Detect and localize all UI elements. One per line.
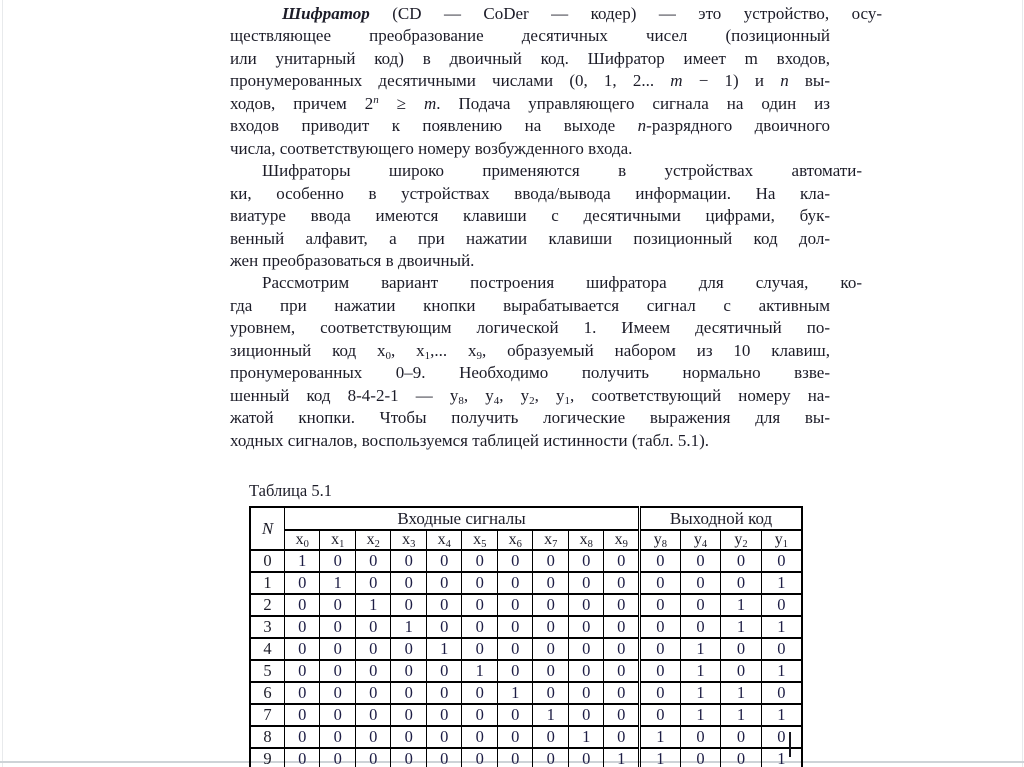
text-segment: венный алфавит, а при нажатии клавиши позиционный код дол- (230, 228, 830, 248)
output-bit-cell: 0 (640, 594, 681, 616)
text-segment: Рассмотрим вариант построения шифратора для случая, ко- (262, 273, 862, 293)
output-bit-cell: 1 (721, 682, 762, 704)
input-bit-cell: 0 (604, 594, 640, 616)
row-number-cell: 2 (250, 594, 284, 616)
input-bit-cell: 0 (284, 682, 320, 704)
input-bit-cell: 0 (497, 704, 533, 726)
input-bit-cell: 0 (391, 682, 427, 704)
input-bit-cell: 0 (355, 638, 391, 660)
input-bit-cell: 1 (355, 594, 391, 616)
input-bit-cell: 0 (568, 550, 604, 572)
input-bit-cell: 0 (462, 638, 498, 660)
input-bit-cell: 0 (320, 594, 356, 616)
input-bit-cell: 0 (497, 616, 533, 638)
column-header-input (533, 530, 569, 550)
output-bit-cell: 1 (761, 748, 802, 767)
input-bit-cell: 0 (604, 682, 640, 704)
text-segment: виатуре ввода имеются клавиши с десятичными цифрами, бук- (230, 206, 830, 226)
row-number-cell: 1 (250, 572, 284, 594)
text-segment: ществляющее преобразование десятичных чисел (позиционный (230, 26, 830, 46)
output-bit-cell: 0 (680, 572, 721, 594)
input-bit-cell: 0 (533, 638, 569, 660)
output-bit-cell: 1 (761, 572, 802, 594)
output-bit-cell: 0 (761, 726, 802, 748)
text-segment: − 1) и (682, 71, 781, 91)
input-bit-cell: 0 (462, 682, 498, 704)
input-bit-cell: 0 (462, 726, 498, 748)
signal-index: 4 (701, 539, 708, 550)
input-bit-cell: 0 (533, 616, 569, 638)
signal-index: 9 (622, 539, 628, 550)
text-segment: 9 (476, 349, 483, 362)
table-row (250, 660, 802, 682)
input-bit-cell: 0 (391, 660, 427, 682)
input-bit-cell: 0 (426, 594, 462, 616)
table-row (250, 726, 802, 748)
input-bit-cell: 0 (426, 726, 462, 748)
table-row (250, 638, 802, 660)
truth-table (249, 506, 803, 767)
text-segment: , y (534, 385, 565, 405)
input-bit-cell: 0 (391, 726, 427, 748)
column-header-output (761, 530, 802, 550)
input-bit-cell: 0 (355, 704, 391, 726)
text-segment: жатой кнопки. Чтобы получить логические выражения для вы- (230, 408, 830, 428)
text-segment: ходных сигналов, воспользуемся таблицей истинности (табл. 5.1). (230, 430, 710, 450)
page-right-edge (1022, 0, 1023, 767)
table-caption: Таблица 5.1 (249, 481, 332, 500)
signal-index: 7 (552, 539, 558, 550)
text-segment: 0 (385, 349, 392, 362)
text-line (230, 160, 862, 182)
signal-index: 0 (303, 539, 309, 550)
signal-name: x (544, 531, 553, 548)
column-header-output (680, 530, 721, 550)
table-row (250, 704, 802, 726)
text-segment: пронумерованных десятичными числами (0, 1, 2... (230, 71, 671, 91)
group-header-outputs: Выходной код (640, 507, 802, 530)
text-segment: n (373, 93, 379, 106)
input-bit-cell: 0 (355, 572, 391, 594)
signal-name: x (579, 531, 588, 548)
text-segment: , y (463, 385, 494, 405)
page-left-edge (2, 0, 3, 767)
input-bit-cell: 0 (533, 726, 569, 748)
signal-index: 5 (481, 539, 487, 550)
paragraph (230, 272, 862, 452)
text-segment: ,... x (430, 340, 477, 360)
output-bit-cell: 1 (721, 616, 762, 638)
signal-name: x (295, 531, 304, 548)
signal-index: 4 (445, 539, 451, 550)
output-bit-cell: 0 (640, 638, 681, 660)
output-bit-cell: 1 (640, 726, 681, 748)
row-number-cell: 0 (250, 550, 284, 572)
output-bit-cell: 0 (761, 550, 802, 572)
text-segment: 1 (424, 349, 431, 362)
text-line (230, 250, 830, 272)
signal-name: y (653, 531, 662, 548)
column-header-input (426, 530, 462, 550)
text-segment: m (670, 71, 683, 91)
signal-index: 1 (339, 539, 345, 550)
input-bit-cell: 1 (533, 704, 569, 726)
text-segment: ки, особенно в устройствах ввода/вывода информации. На кла- (230, 183, 830, 203)
input-bit-cell: 0 (320, 616, 356, 638)
output-bit-cell: 0 (721, 660, 762, 682)
text-line (230, 3, 882, 25)
signal-index: 8 (661, 539, 667, 550)
table-row (250, 616, 802, 638)
output-bit-cell: 0 (680, 748, 721, 767)
text-segment: входов приводит к появлению на выходе (230, 116, 638, 136)
signal-name: x (331, 531, 340, 548)
input-bit-cell: 0 (391, 550, 427, 572)
input-bit-cell: 0 (497, 550, 533, 572)
signal-index: 6 (516, 539, 522, 550)
input-bit-cell: 1 (426, 638, 462, 660)
input-bit-cell: 0 (568, 682, 604, 704)
text-segment: 4 (493, 394, 500, 407)
input-bit-cell: 1 (391, 616, 427, 638)
input-bit-cell: 0 (533, 550, 569, 572)
input-bit-cell: 0 (568, 660, 604, 682)
input-bit-cell: 0 (462, 704, 498, 726)
output-bit-cell: 0 (680, 594, 721, 616)
signal-index: 2 (374, 539, 380, 550)
input-bit-cell: 0 (391, 704, 427, 726)
text-line (230, 430, 830, 452)
column-header-input (320, 530, 356, 550)
table-row (250, 572, 802, 594)
signal-name: x (366, 531, 375, 548)
output-bit-cell: 0 (761, 638, 802, 660)
text-segment: , соответствующий номеру на- (569, 385, 831, 405)
text-segment: -разрядного двоичного (646, 116, 830, 136)
row-number-cell: 4 (250, 638, 284, 660)
input-bit-cell: 0 (320, 550, 356, 572)
text-segment: жен преобразоваться в двоичный. (230, 250, 475, 270)
input-bit-cell: 0 (497, 748, 533, 767)
input-bit-cell: 0 (426, 550, 462, 572)
output-bit-cell: 1 (761, 616, 802, 638)
row-number-cell: 8 (250, 726, 284, 748)
text-segment: , образуемый набором из 10 клавиш, (482, 340, 831, 360)
input-bit-cell: 0 (391, 572, 427, 594)
input-bit-cell: 0 (355, 748, 391, 767)
column-header-n: N (250, 507, 284, 550)
input-bit-cell: 0 (426, 682, 462, 704)
input-bit-cell: 0 (355, 726, 391, 748)
output-bit-cell: 0 (640, 616, 681, 638)
output-bit-cell: 0 (680, 616, 721, 638)
output-bit-cell: 1 (680, 682, 721, 704)
input-bit-cell: 0 (497, 572, 533, 594)
text-segment: ≥ (378, 93, 424, 113)
text-segment: m (423, 93, 437, 113)
output-bit-cell: 0 (640, 550, 681, 572)
text-line (230, 70, 830, 92)
output-bit-cell: 0 (721, 748, 762, 767)
input-bit-cell: 0 (533, 748, 569, 767)
text-line (230, 48, 830, 70)
signal-index: 2 (742, 539, 748, 550)
text-line (230, 295, 830, 317)
output-bit-cell: 0 (721, 572, 762, 594)
output-bit-cell: 1 (721, 704, 762, 726)
input-bit-cell: 1 (320, 572, 356, 594)
input-bit-cell: 0 (604, 550, 640, 572)
output-bit-cell: 0 (721, 638, 762, 660)
output-bit-cell: 0 (680, 726, 721, 748)
group-header-inputs: Входные сигналы (284, 507, 639, 530)
text-segment: n (637, 116, 647, 136)
text-cursor-artifact (789, 732, 791, 757)
text-line (230, 272, 862, 294)
paragraph (230, 3, 882, 160)
paragraph (230, 160, 862, 272)
input-bit-cell: 0 (497, 638, 533, 660)
output-bit-cell: 0 (640, 682, 681, 704)
input-bit-cell: 1 (284, 550, 320, 572)
input-bit-cell: 0 (284, 748, 320, 767)
input-bit-cell: 0 (604, 572, 640, 594)
output-bit-cell: 0 (640, 704, 681, 726)
output-bit-cell: 1 (761, 660, 802, 682)
input-bit-cell: 0 (533, 594, 569, 616)
output-bit-cell: 1 (640, 748, 681, 767)
output-bit-cell: 0 (680, 550, 721, 572)
input-bit-cell: 0 (497, 594, 533, 616)
input-bit-cell: 1 (604, 748, 640, 767)
input-bit-cell: 0 (568, 748, 604, 767)
output-bit-cell: 0 (721, 726, 762, 748)
input-bit-cell: 0 (320, 660, 356, 682)
input-bit-cell: 0 (355, 660, 391, 682)
input-bit-cell: 0 (568, 704, 604, 726)
row-number-cell: 3 (250, 616, 284, 638)
column-header-output (640, 530, 681, 550)
text-segment: . Подача управляющего сигнала на один из (436, 93, 830, 113)
input-bit-cell: 0 (284, 726, 320, 748)
text-segment: вы- (788, 71, 830, 91)
signal-name: y (774, 531, 783, 548)
text-segment: зиционный код x (230, 340, 386, 360)
table-row (250, 748, 802, 767)
signal-name: y (734, 531, 743, 548)
column-header-input (391, 530, 427, 550)
output-bit-cell: 1 (680, 704, 721, 726)
input-bit-cell: 0 (462, 594, 498, 616)
input-bit-cell: 0 (462, 616, 498, 638)
input-bit-cell: 0 (568, 616, 604, 638)
text-segment: уровнем, соответствующим логической 1. Имеем десятичный по- (230, 318, 830, 338)
output-bit-cell: 1 (680, 638, 721, 660)
input-bit-cell: 0 (533, 572, 569, 594)
output-bit-cell: 0 (761, 682, 802, 704)
input-bit-cell: 0 (462, 748, 498, 767)
column-header-input (497, 530, 533, 550)
text-line (230, 183, 830, 205)
text-segment: , x (391, 340, 425, 360)
input-bit-cell: 1 (568, 726, 604, 748)
text-line (230, 25, 830, 47)
input-bit-cell: 0 (426, 572, 462, 594)
row-number-cell: 7 (250, 704, 284, 726)
text-segment: числа, соответствующего номеру возбужденного входа. (230, 138, 633, 158)
column-header-input (462, 530, 498, 550)
column-header-output (721, 530, 762, 550)
column-header-input (568, 530, 604, 550)
text-line (230, 138, 830, 160)
input-bit-cell: 0 (426, 748, 462, 767)
signal-name: x (437, 531, 446, 548)
text-line (230, 362, 830, 384)
text-segment: или унитарный код) в двоичный код. Шифратор имеет m входов, (230, 48, 830, 68)
text-segment: Шифраторы широко применяются в устройствах автомати- (262, 161, 862, 181)
text-line (230, 93, 830, 115)
input-bit-cell: 0 (568, 638, 604, 660)
input-bit-cell: 0 (462, 572, 498, 594)
input-bit-cell: 0 (391, 594, 427, 616)
input-bit-cell: 0 (320, 638, 356, 660)
input-bit-cell: 0 (284, 594, 320, 616)
input-bit-cell: 0 (533, 682, 569, 704)
signal-name: x (473, 531, 482, 548)
column-header-input (284, 530, 320, 550)
row-number-cell: 6 (250, 682, 284, 704)
output-bit-cell: 0 (761, 594, 802, 616)
column-header-input (604, 530, 640, 550)
text-line (230, 115, 830, 137)
signal-index: 1 (782, 539, 789, 550)
input-bit-cell: 0 (462, 550, 498, 572)
input-bit-cell: 0 (284, 616, 320, 638)
input-bit-cell: 0 (426, 704, 462, 726)
input-bit-cell: 0 (320, 748, 356, 767)
text-segment: ходов, причем 2 (230, 93, 374, 113)
input-bit-cell: 0 (426, 660, 462, 682)
input-bit-cell: 0 (320, 726, 356, 748)
table-row (250, 550, 802, 572)
signal-name: y (693, 531, 702, 548)
input-bit-cell: 0 (355, 550, 391, 572)
signal-index: 3 (410, 539, 416, 550)
text-segment: шенный код 8-4-2-1 — y (230, 385, 459, 405)
input-bit-cell: 0 (355, 682, 391, 704)
text-segment: пронумерованных 0–9. Необходимо получить нормально взве- (230, 363, 830, 383)
input-bit-cell: 0 (604, 660, 640, 682)
output-bit-cell: 1 (721, 594, 762, 616)
input-bit-cell: 0 (533, 660, 569, 682)
input-bit-cell: 0 (568, 594, 604, 616)
input-bit-cell: 0 (604, 638, 640, 660)
input-bit-cell: 0 (391, 638, 427, 660)
input-bit-cell: 0 (320, 682, 356, 704)
input-bit-cell: 0 (391, 748, 427, 767)
output-bit-cell: 1 (680, 660, 721, 682)
input-bit-cell: 0 (355, 616, 391, 638)
output-bit-cell: 0 (721, 550, 762, 572)
input-bit-cell: 0 (284, 638, 320, 660)
output-bit-cell: 0 (640, 660, 681, 682)
text-line (230, 385, 830, 407)
text-block (230, 3, 882, 452)
input-bit-cell: 0 (604, 726, 640, 748)
text-line (230, 407, 830, 429)
row-number-cell: 9 (250, 748, 284, 767)
text-line (230, 205, 830, 227)
input-bit-cell: 0 (284, 660, 320, 682)
input-bit-cell: 0 (604, 704, 640, 726)
output-bit-cell: 0 (640, 572, 681, 594)
input-bit-cell: 0 (284, 704, 320, 726)
input-bit-cell: 0 (284, 572, 320, 594)
signal-name: x (614, 531, 623, 548)
text-line (230, 228, 830, 250)
input-bit-cell: 0 (426, 616, 462, 638)
output-bit-cell: 1 (761, 704, 802, 726)
table-row (250, 682, 802, 704)
text-line (230, 340, 830, 362)
table-row (250, 594, 802, 616)
input-bit-cell: 0 (604, 616, 640, 638)
text-line (230, 317, 830, 339)
text-segment: 2 (529, 394, 535, 407)
input-bit-cell: 0 (497, 726, 533, 748)
input-bit-cell: 1 (462, 660, 498, 682)
text-segment: 8 (458, 394, 464, 407)
text-segment: Шифратор (282, 4, 370, 23)
signal-index: 8 (587, 539, 593, 550)
text-segment: n (780, 71, 789, 91)
input-bit-cell: 0 (568, 572, 604, 594)
input-bit-cell: 0 (497, 660, 533, 682)
signal-name: x (508, 531, 517, 548)
column-header-input (355, 530, 391, 550)
text-segment: (CD — CoDer — кодер) — это устройство, осу- (369, 4, 882, 23)
input-bit-cell: 1 (497, 682, 533, 704)
input-bit-cell: 0 (320, 704, 356, 726)
text-segment: гда при нажатии кнопки вырабатывается сигнал с активным (230, 295, 830, 315)
signal-name: x (402, 531, 411, 548)
row-number-cell: 5 (250, 660, 284, 682)
text-segment: , y (499, 385, 530, 405)
text-segment: 1 (564, 394, 570, 407)
